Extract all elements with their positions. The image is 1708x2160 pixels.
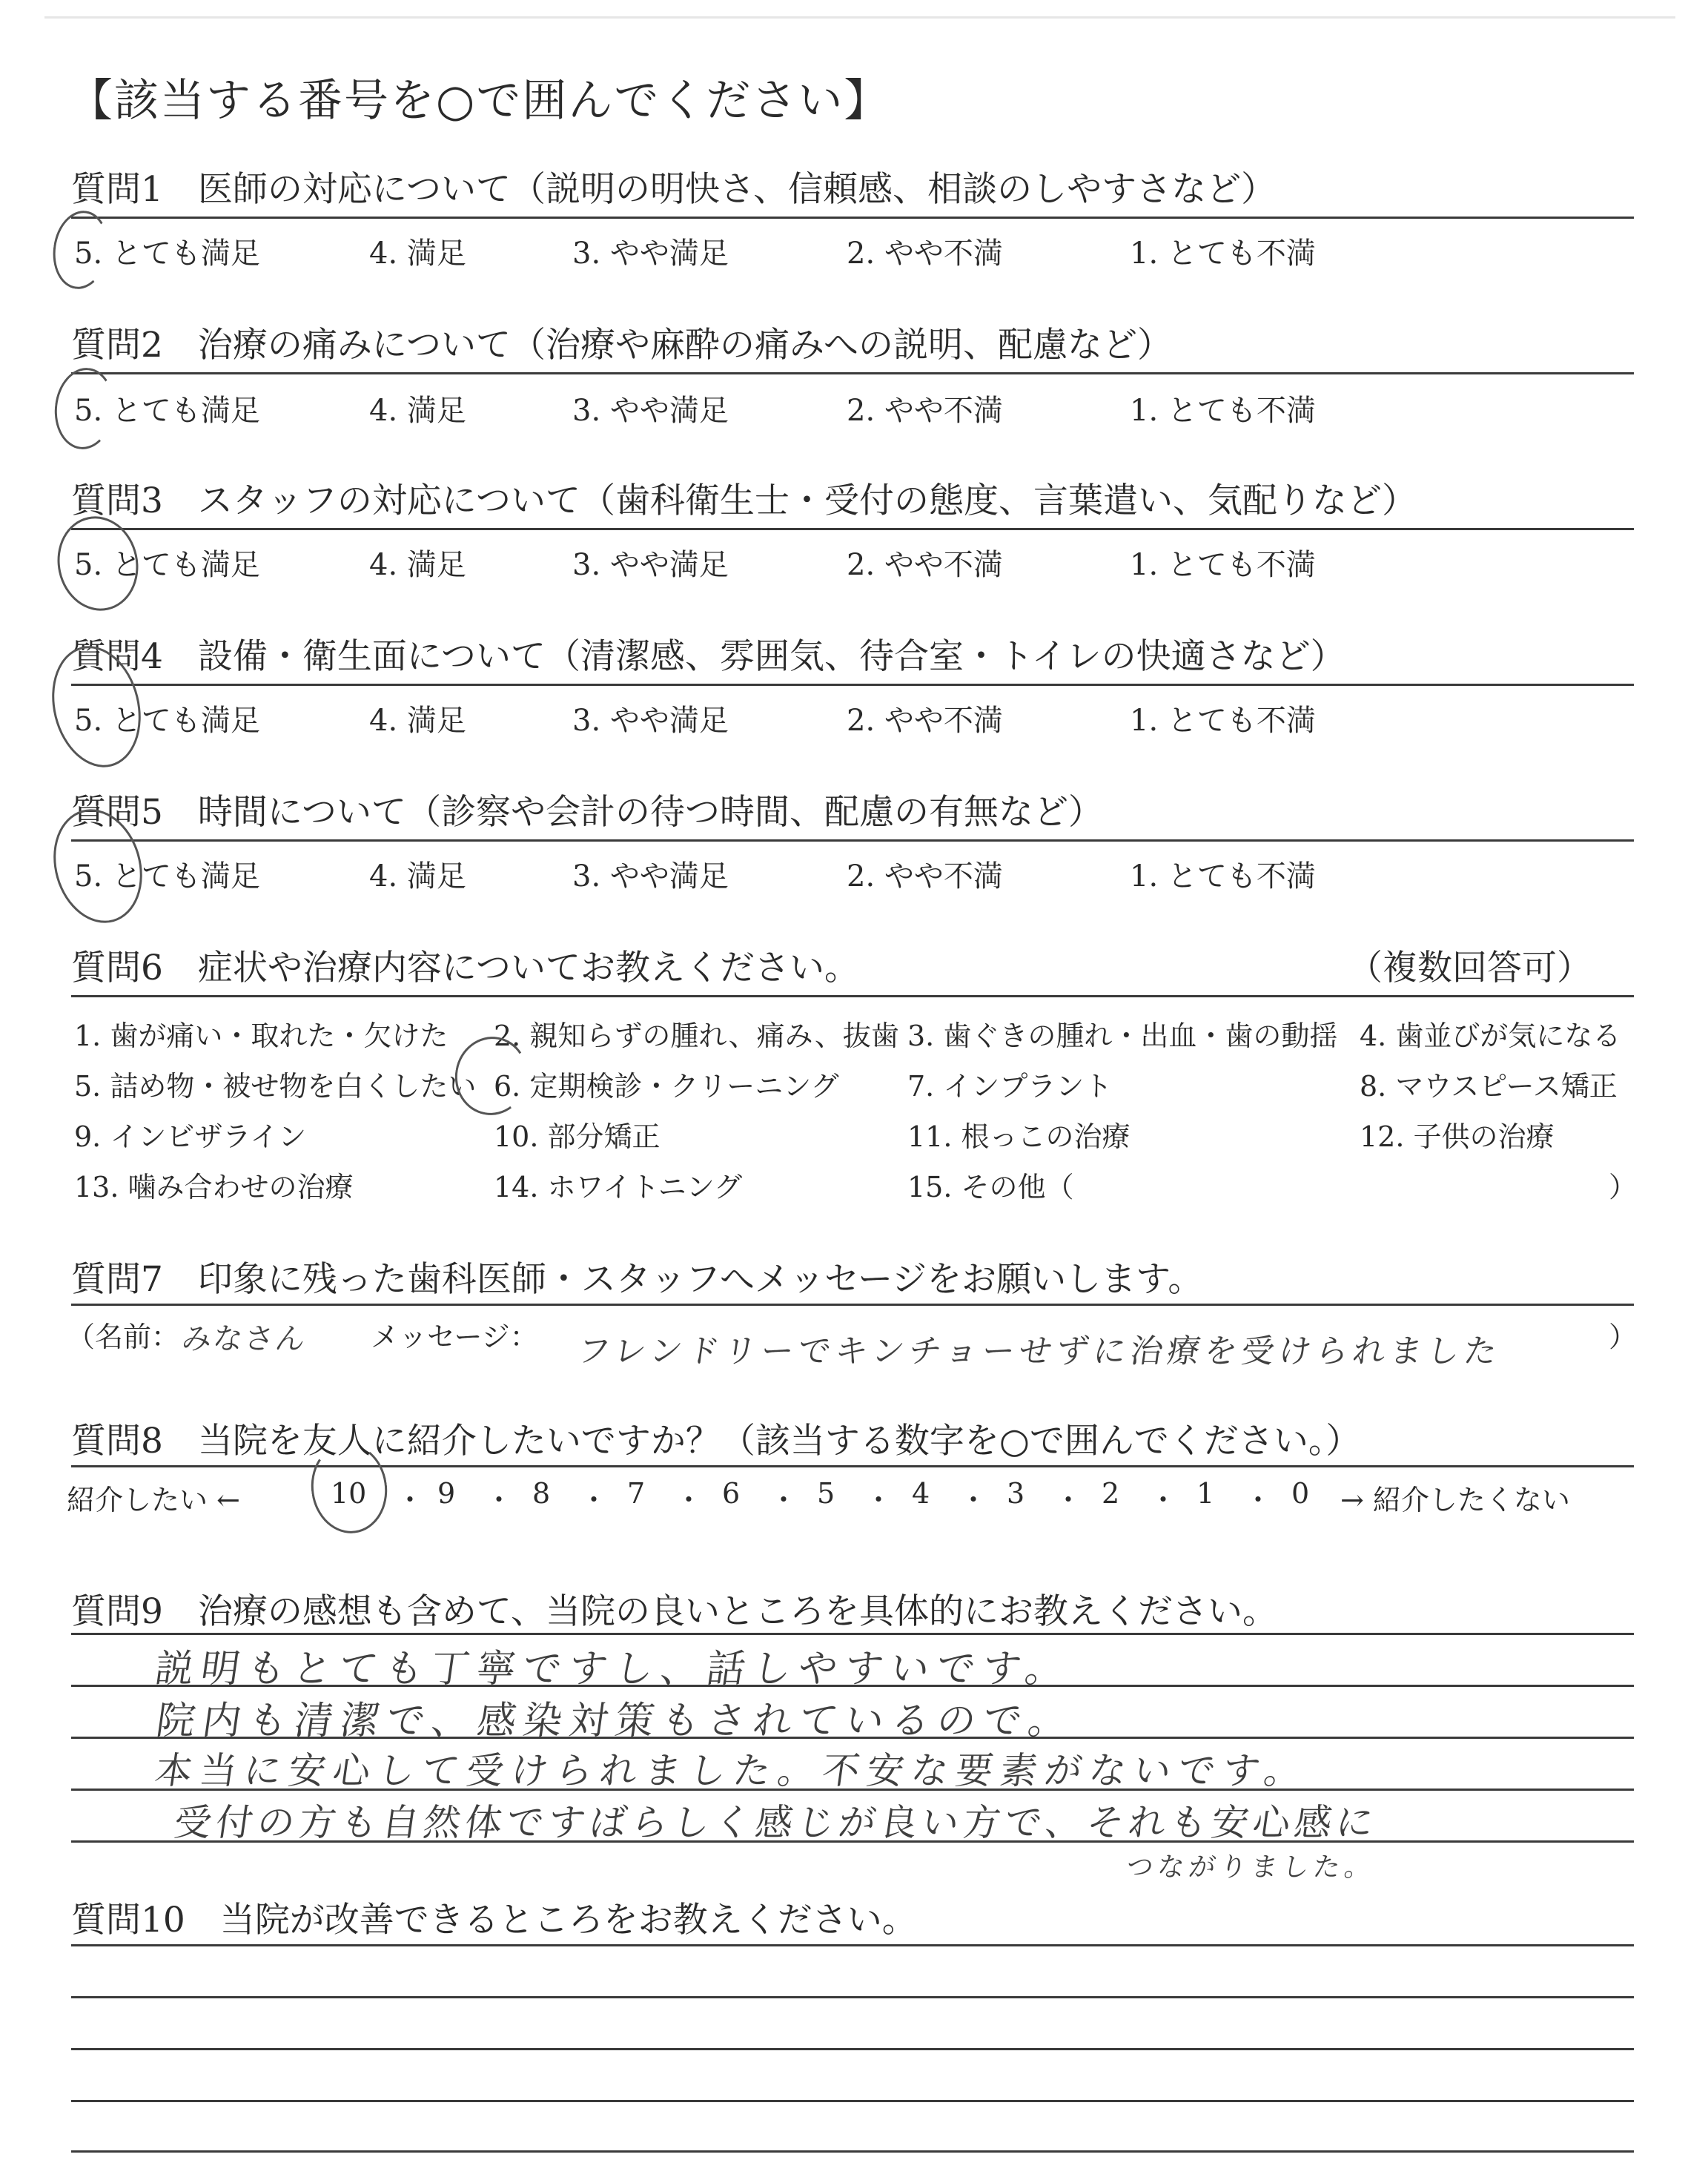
q4-option-4[interactable]: 4. 満足 [369, 704, 466, 738]
answer-line [71, 2048, 1634, 2050]
q8-scale-10[interactable]: 10 [331, 1477, 367, 1510]
divider [71, 1304, 1634, 1306]
question-2-title: 質問2 治療の痛みについて（治療や麻酔の痛みへの説明、配慮など） [71, 325, 1173, 366]
q8-dot: ・ [769, 1484, 798, 1516]
q8-dot: ・ [396, 1484, 425, 1516]
q5-option-3[interactable]: 3. やや満足 [572, 859, 729, 894]
q6-option-5[interactable]: 5. 詰め物・被せ物を白くしたい [74, 1070, 477, 1103]
question-6-title: 質問6 症状や治療内容についてお教えください。 [71, 948, 859, 988]
q6-option-8[interactable]: 8. マウスピース矯正 [1360, 1070, 1618, 1103]
q6-option-1[interactable]: 1. 歯が痛い・取れた・欠けた [74, 1020, 448, 1052]
q1-option-1[interactable]: 1. とても不満 [1130, 237, 1316, 271]
q8-scale-7[interactable]: 7 [627, 1477, 646, 1510]
q3-option-2[interactable]: 2. やや不満 [847, 548, 1003, 582]
q9-answer-line-1[interactable]: 説明もとても丁寧ですし、話しやすいです。 [152, 1647, 1075, 1691]
q8-scale-0[interactable]: 0 [1291, 1477, 1310, 1510]
q8-dot: ・ [1244, 1484, 1273, 1516]
q8-scale-6[interactable]: 6 [722, 1477, 741, 1510]
divider [71, 995, 1634, 997]
q7-message-label: メッセージ： [371, 1321, 538, 1353]
q6-option-12[interactable]: 12. 子供の治療 [1360, 1120, 1555, 1153]
q8-scale-3[interactable]: 3 [1007, 1477, 1025, 1510]
divider [71, 839, 1634, 842]
instruction-header: 【該当する番号を○で囲んでください】 [68, 75, 890, 127]
q3-option-4[interactable]: 4. 満足 [369, 548, 466, 582]
answer-line [71, 2100, 1634, 2102]
q2-option-2[interactable]: 2. やや不満 [847, 394, 1003, 428]
q6-option-13[interactable]: 13. 噛み合わせの治療 [74, 1171, 354, 1203]
q9-answer-line-4[interactable]: 受付の方も自然体ですばらしく感じが良い方で、それも安心感に [171, 1801, 1381, 1844]
q1-selection-circle [48, 207, 113, 292]
question-9-title: 質問9 治療の感想も含めて、当院の良いところを具体的にお教えください。 [71, 1591, 1277, 1632]
q8-scale-8[interactable]: 8 [532, 1477, 551, 1510]
q2-option-1[interactable]: 1. とても不満 [1130, 394, 1316, 428]
answer-line [71, 1633, 1634, 1635]
q4-option-3[interactable]: 3. やや満足 [572, 704, 729, 738]
q6-multiple-note: （複数回答可） [1348, 948, 1592, 988]
q9-answer-line-3[interactable]: 本当に安心して受けられました。不安な要素がないです。 [152, 1749, 1312, 1792]
divider [71, 372, 1634, 374]
question-1-title: 質問1 医師の対応について（説明の明快さ、信頼感、相談のしやすさなど） [71, 169, 1277, 210]
q6-option-9[interactable]: 9. インビザライン [74, 1120, 307, 1153]
q7-name-value[interactable]: みなさん [179, 1322, 309, 1356]
q2-selection-circle [50, 365, 118, 452]
q1-option-2[interactable]: 2. やや不満 [847, 237, 1003, 271]
q6-option-10[interactable]: 10. 部分矯正 [494, 1120, 661, 1153]
q2-option-4[interactable]: 4. 満足 [369, 394, 466, 428]
q8-scale-1[interactable]: 1 [1196, 1477, 1215, 1510]
q6-option-11[interactable]: 11. 根っこの治療 [907, 1120, 1131, 1153]
q3-option-5[interactable]: 5. とても満足 [74, 548, 260, 582]
q8-dot: ・ [485, 1484, 514, 1516]
question-8-title: 質問8 当院を友人に紹介したいですか？（該当する数字を○で囲んでください。） [71, 1421, 1361, 1462]
q8-scale-4[interactable]: 4 [912, 1477, 930, 1510]
q1-option-5[interactable]: 5. とても満足 [74, 237, 260, 271]
q4-option-1[interactable]: 1. とても不満 [1130, 704, 1316, 738]
q5-option-5[interactable]: 5. とても満足 [74, 859, 260, 894]
q3-option-3[interactable]: 3. やや満足 [572, 548, 729, 582]
q7-message-value[interactable]: フレンドリーでキンチョーせずに治療を受けられました [575, 1332, 1504, 1370]
q7-name-label: （名前： [67, 1321, 180, 1353]
q8-right-label: → 紹介したくない [1340, 1484, 1570, 1516]
q2-option-3[interactable]: 3. やや満足 [572, 394, 729, 428]
q8-scale-9[interactable]: 9 [437, 1477, 456, 1510]
q4-option-2[interactable]: 2. やや不満 [847, 704, 1003, 738]
q8-dot: ・ [580, 1484, 609, 1516]
answer-line [71, 1944, 1634, 1946]
answer-line [71, 2150, 1634, 2153]
q8-dot: ・ [675, 1484, 704, 1516]
question-5-title: 質問5 時間について（診察や会計の待つ時間、配慮の有無など） [71, 792, 1103, 833]
q8-left-label: 紹介したい ← [67, 1484, 240, 1516]
q2-option-5[interactable]: 5. とても満足 [74, 394, 260, 428]
answer-line [71, 1996, 1634, 1998]
q6-option-6[interactable]: 6. 定期検診・クリーニング [494, 1070, 839, 1103]
question-7-title: 質問7 印象に残った歯科医師・スタッフへメッセージをお願いします。 [71, 1259, 1203, 1300]
question-10-title: 質問10 当院が改善できるところをお教えください。 [71, 1900, 917, 1941]
q8-scale-5[interactable]: 5 [817, 1477, 835, 1510]
q5-option-4[interactable]: 4. 満足 [369, 859, 466, 894]
q8-scale-2[interactable]: 2 [1102, 1477, 1120, 1510]
q3-selection-circle [49, 509, 147, 618]
q9-answer-line-2[interactable]: 院内も清潔で、感染対策もされているので。 [153, 1699, 1078, 1743]
q5-option-1[interactable]: 1. とても不満 [1130, 859, 1316, 894]
divider [71, 1465, 1634, 1467]
q8-dot: ・ [1149, 1484, 1178, 1516]
q3-option-1[interactable]: 1. とても不満 [1130, 548, 1316, 582]
q8-dot: ・ [1054, 1484, 1083, 1516]
q1-option-3[interactable]: 3. やや満足 [572, 237, 729, 271]
divider [71, 528, 1634, 530]
q6-other-close-paren: ） [1609, 1171, 1638, 1203]
divider [71, 684, 1634, 686]
q4-option-5[interactable]: 5. とても満足 [74, 704, 260, 738]
q6-option-3[interactable]: 3. 歯ぐきの腫れ・出血・歯の動揺 [907, 1020, 1338, 1052]
q6-option-15[interactable]: 15. その他（ [907, 1171, 1074, 1203]
q6-option-2[interactable]: 2. 親知らずの腫れ、痛み、抜歯 [494, 1020, 899, 1052]
q6-option-7[interactable]: 7. インプラント [907, 1070, 1113, 1103]
question-3-title: 質問3 スタッフの対応について（歯科衛生士・受付の態度、言葉遣い、気配りなど） [71, 480, 1417, 521]
divider [71, 217, 1634, 219]
question-4-title: 質問4 設備・衛生面について（清潔感、雰囲気、待合室・トイレの快適さなど） [71, 636, 1345, 677]
q9-answer-line-5[interactable]: つながりました。 [1124, 1852, 1378, 1883]
q8-dot: ・ [959, 1484, 988, 1516]
q5-option-2[interactable]: 2. やや不満 [847, 859, 1003, 894]
q6-option-14[interactable]: 14. ホワイトニング [494, 1171, 743, 1203]
scan-edge-line [44, 16, 1675, 19]
q7-close-paren: ） [1609, 1321, 1638, 1353]
q6-option-4[interactable]: 4. 歯並びが気になる [1360, 1020, 1621, 1052]
q8-dot: ・ [864, 1484, 893, 1516]
q1-option-4[interactable]: 4. 満足 [369, 237, 466, 271]
